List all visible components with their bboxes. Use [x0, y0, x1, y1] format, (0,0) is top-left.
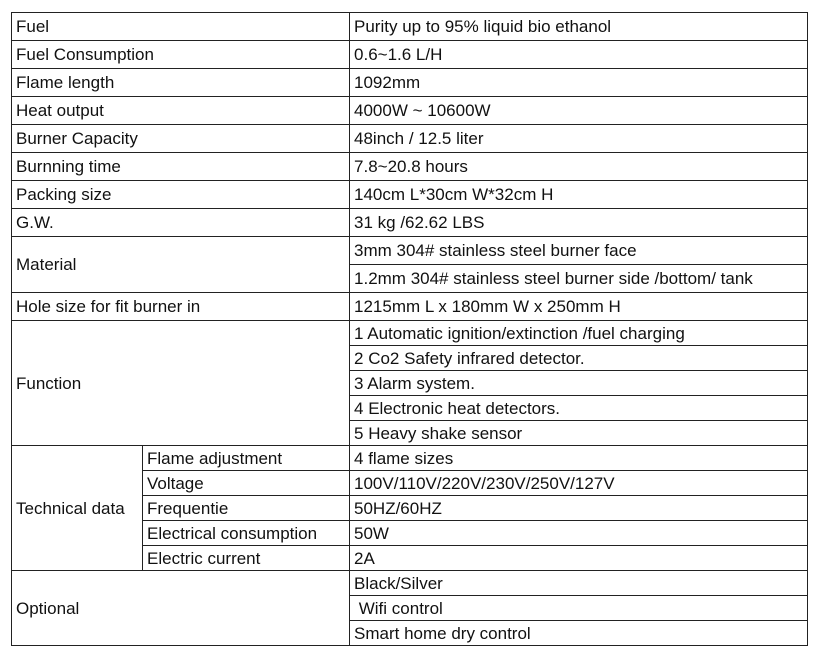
table-row — [12, 446, 808, 471]
table-row — [12, 153, 808, 181]
function-value: 5 Heavy shake sensor — [350, 421, 808, 446]
technical-sub-value: 50HZ/60HZ — [350, 496, 808, 521]
table-row — [12, 571, 808, 596]
table-row — [12, 209, 808, 237]
row-value: 31 kg /62.62 LBS — [350, 209, 808, 237]
spec-table — [11, 12, 808, 646]
row-label: Burnning time — [12, 153, 350, 181]
row-value: 1092mm — [350, 69, 808, 97]
hole-size-value: 1215mm L x 180mm W x 250mm H — [350, 293, 808, 321]
technical-sub-label: Electrical consumption — [143, 521, 350, 546]
table-row — [12, 293, 808, 321]
material-value: 3mm 304# stainless steel burner face — [350, 237, 808, 265]
optional-value: Black/Silver — [350, 571, 808, 596]
table-row — [12, 13, 808, 41]
table-row — [12, 125, 808, 153]
function-value: 3 Alarm system. — [350, 371, 808, 396]
row-value: Purity up to 95% liquid bio ethanol — [350, 13, 808, 41]
technical-sub-value: 50W — [350, 521, 808, 546]
technical-sub-value: 100V/110V/220V/230V/250V/127V — [350, 471, 808, 496]
technical-sub-label: Voltage — [143, 471, 350, 496]
function-label: Function — [12, 321, 350, 446]
table-row — [12, 321, 808, 346]
row-label: Heat output — [12, 97, 350, 125]
row-label: Flame length — [12, 69, 350, 97]
technical-sub-value: 4 flame sizes — [350, 446, 808, 471]
row-label: Fuel Consumption — [12, 41, 350, 69]
technical-sub-label: Frequentie — [143, 496, 350, 521]
function-value: 4 Electronic heat detectors. — [350, 396, 808, 421]
material-label: Material — [12, 237, 350, 293]
function-value: 2 Co2 Safety infrared detector. — [350, 346, 808, 371]
technical-sub-value: 2A — [350, 546, 808, 571]
row-value: 0.6~1.6 L/H — [350, 41, 808, 69]
table-row — [12, 69, 808, 97]
table-row — [12, 97, 808, 125]
row-value: 48inch / 12.5 liter — [350, 125, 808, 153]
optional-label: Optional — [12, 571, 350, 646]
row-value: 4000W ~ 10600W — [350, 97, 808, 125]
material-value: 1.2mm 304# stainless steel burner side /bottom/ tank — [350, 265, 808, 293]
row-label: Packing size — [12, 181, 350, 209]
technical-sub-label: Electric current — [143, 546, 350, 571]
optional-value: Wifi control — [350, 596, 808, 621]
technical-data-label: Technical data — [12, 446, 143, 571]
function-value: 1 Automatic ignition/extinction /fuel charging — [350, 321, 808, 346]
optional-value: Smart home dry control — [350, 621, 808, 646]
table-row — [12, 181, 808, 209]
row-label: Burner Capacity — [12, 125, 350, 153]
hole-size-label: Hole size for fit burner in — [12, 293, 350, 321]
row-label: G.W. — [12, 209, 350, 237]
row-value: 7.8~20.8 hours — [350, 153, 808, 181]
row-label: Fuel — [12, 13, 350, 41]
table-row — [12, 237, 808, 265]
table-row — [12, 41, 808, 69]
row-value: 140cm L*30cm W*32cm H — [350, 181, 808, 209]
technical-sub-label: Flame adjustment — [143, 446, 350, 471]
